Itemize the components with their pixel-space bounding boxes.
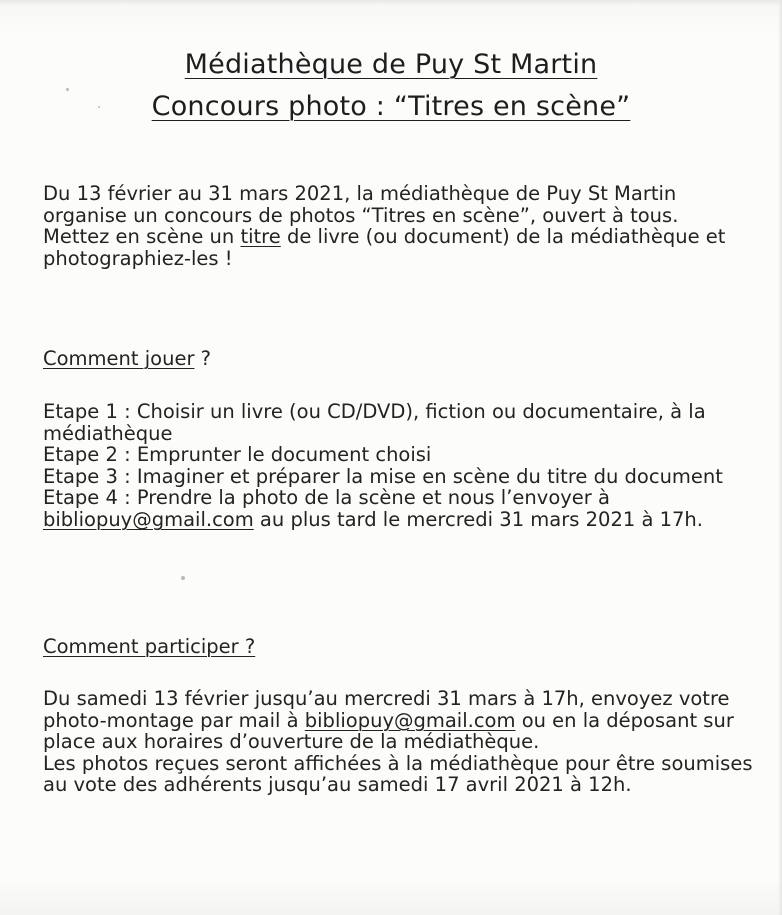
step-4 [43, 487, 763, 530]
intro-section [43, 183, 763, 269]
heading-question-mark: ? [194, 347, 212, 370]
intro-instruction-text-end: de livre (ou document) de la médiathèque et photographiez-les ! [43, 225, 726, 270]
titre-underlined-word: titre [240, 225, 281, 249]
scan-shadow-right [778, 0, 782, 915]
participation-text: Du samedi 13 février jusqu’au mercredi 31 mars à 17h, envoyez votre photo-montage par mail à [43, 687, 730, 732]
intro-paragraph: Du 13 février au 31 mars 2021, la médiathèque de Puy St Martin organise un concours de photos “Titres en scène”, ouvert à tous. [43, 182, 679, 227]
scan-speck [181, 576, 185, 580]
intro-instruction [43, 226, 763, 269]
title-contest-name: Concours photo : “Titres en scène” [151, 91, 631, 122]
email-link[interactable]: bibliopuy@gmail.com [43, 507, 254, 531]
document-title [0, 44, 782, 128]
scan-shadow-top [0, 0, 782, 6]
section-heading-comment-jouer [43, 348, 211, 370]
email-link[interactable]: bibliopuy@gmail.com [304, 708, 516, 732]
title-library-name: Médiathèque de Puy St Martin [184, 49, 598, 80]
heading-text: Comment jouer [43, 347, 195, 370]
intro-instruction-text: Mettez en scène un [43, 225, 241, 249]
section-heading-comment-participer [43, 636, 255, 658]
participation-section [43, 688, 763, 796]
participation-text-end: ou en la déposant sur place aux horaires d’ouverture de la médiathèque. [43, 708, 734, 754]
step-2: Etape 2 : Emprunter le document choisi [43, 443, 432, 467]
step-1: Etape 1 : Choisir un livre (ou CD/DVD), fiction ou documentaire, à la médiathèque [43, 400, 706, 445]
participation-paragraph [43, 688, 763, 753]
heading-text: Comment participer ? [43, 635, 256, 658]
step-4-deadline: au plus tard le mercredi 31 mars 2021 à 17h. [253, 507, 703, 531]
voting-paragraph: Les photos reçues seront affichées à la médiathèque pour être soumises au vote des adhérents jusqu’au samedi 17 avril 2021 à 12h. [43, 751, 753, 797]
steps-list [43, 401, 763, 531]
step-4-text: Etape 4 : Prendre la photo de la scène et nous l’envoyer à [43, 486, 610, 510]
step-3: Etape 3 : Imaginer et préparer la mise en scène du titre du document [43, 464, 723, 488]
